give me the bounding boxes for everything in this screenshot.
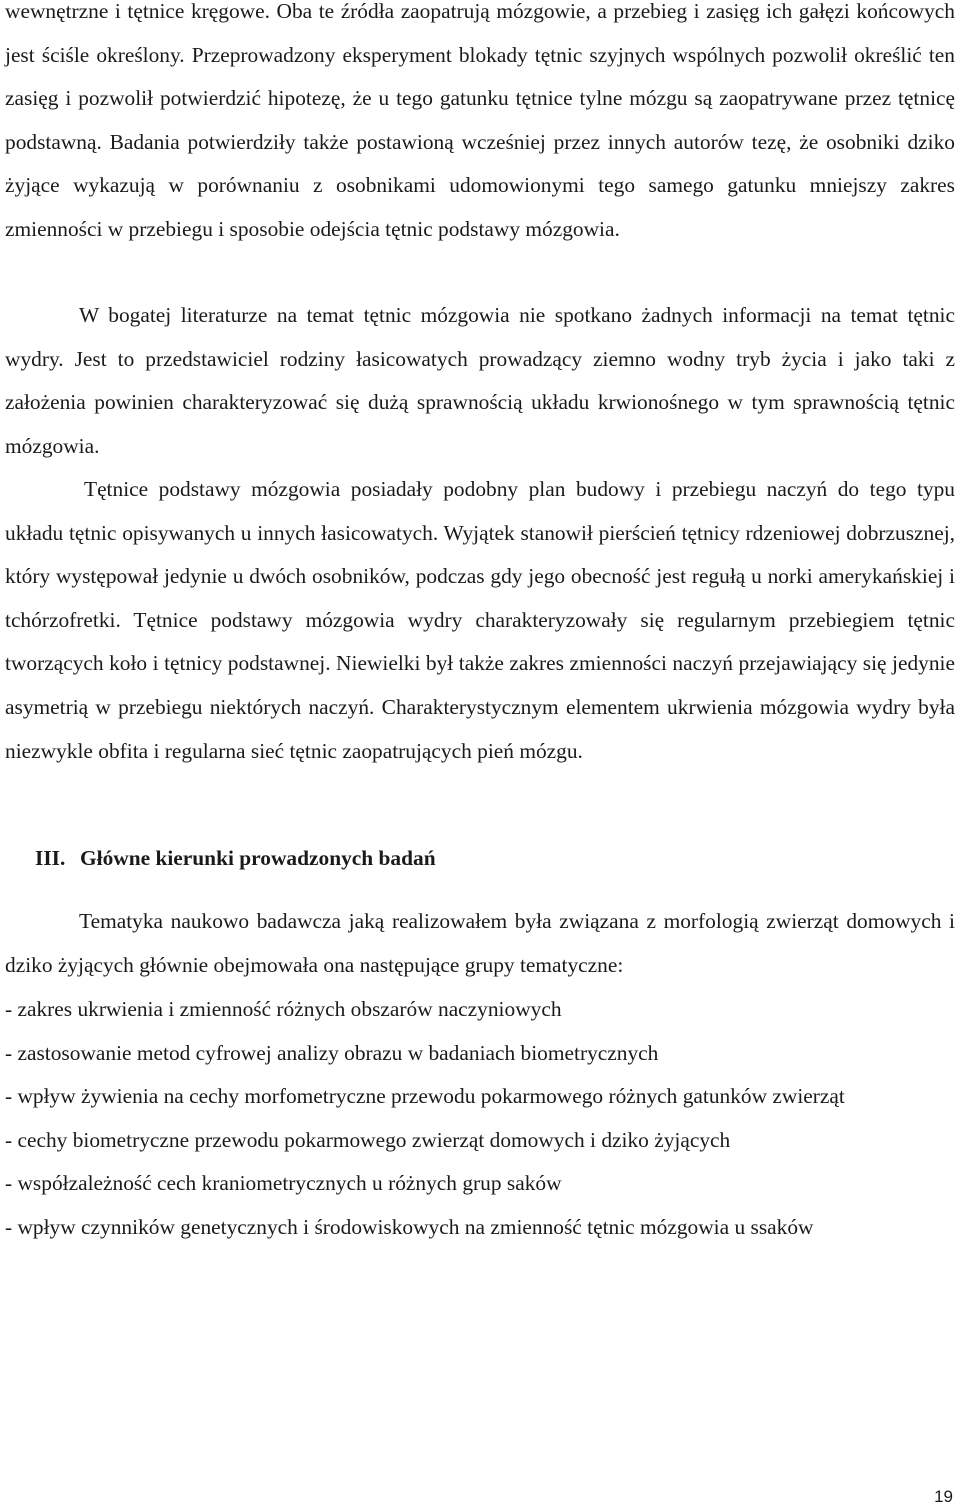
list-item: - wpływ czynników genetycznych i środowiskowych na zmienność tętnic mózgowia u ssaków xyxy=(5,1214,814,1239)
research-topics-list xyxy=(5,988,960,1250)
list-item: - współzależność cech kraniometrycznych u różnych grup saków xyxy=(5,1171,562,1196)
paragraph-research-intro: Tematyka naukowo badawcza jaką realizowałem była związana z morfologią zwierząt domowych i dziko żyjących głównie obejmowała ona następujące grupy tematyczne: xyxy=(5,909,955,977)
section-heading xyxy=(35,837,436,881)
paragraph-brain-base-arteries: Tętnice podstawy mózgowia posiadały podobny plan budowy i przebiegu naczyń do tego typu układu tętnic opisywanych u innych łasicowatych. Wyjątek stanowił pierścień tętnicy rdzeniowej dobrzusznej, który występował jedynie u dwóch osobników, podczas gdy jego obecność jest regułą u norki amerykańskiej i tchórzofretki. Tętnice podstawy mózgowia wydry charakteryzowały się regularnym przebiegiem tętnic tworzących koło i tętnicy podstawnej. Niewielki był także zakres zmienności naczyń przejawiający się jedynie asymetrią w przebiegu niektórych naczyń. Charakterystycznym elementem ukrwienia mózgowia wydry była niezwykle obfita i regularna sieć tętnic zaopatrujących pień mózgu. xyxy=(5,477,955,763)
section-title: Główne kierunki prowadzonych badań xyxy=(80,846,436,870)
page-number: 19 xyxy=(934,1487,953,1506)
list-item: - zakres ukrwienia i zmienność różnych obszarów naczyniowych xyxy=(5,997,562,1021)
list-item: - zastosowanie metod cyfrowej analizy obrazu w badaniach biometrycznych xyxy=(5,1040,659,1065)
paragraph-arterial-sources: wewnętrzne i tętnice kręgowe. Oba te źródła zaopatrują mózgowie, a przebieg i zasięg ich gałęzi końcowych jest ściśle określony. Przeprowadzony eksperyment blokady tętnic szyjnych wspólnych pozwolił określić ten zasięg i pozwolił potwierdzić hipotezę, że u tego gatunku tętnice tylne mózgu są zaopatrywane przez tętnicę podstawną. Badania potwierdziły także postawioną wcześniej przez innych autorów tezę, że osobniki dziko żyjące wykazują w porównaniu z osobnikami udomowionymi tego samego gatunku mniejszy zakres zmienności w przebiegu i sposobie odejścia tętnic podstawy mózgowia. xyxy=(5,0,955,241)
paragraph-otter-literature: W bogatej literaturze na temat tętnic mózgowia nie spotkano żadnych informacji na temat tętnic wydry. Jest to przedstawiciel rodziny łasicowatych prowadzący ziemno wodny tryb życia i jako taki z założenia powinien charakteryzować się dużą sprawnością układu krwionośnego w tym sprawnością tętnic mózgowia. xyxy=(5,303,955,458)
list-item: - wpływ żywienia na cechy morfometryczne przewodu pokarmowego różnych gatunków zwierząt xyxy=(5,1084,845,1109)
list-item: - cechy biometryczne przewodu pokarmowego zwierząt domowych i dziko żyjących xyxy=(5,1127,731,1152)
section-number: III. xyxy=(35,846,66,870)
